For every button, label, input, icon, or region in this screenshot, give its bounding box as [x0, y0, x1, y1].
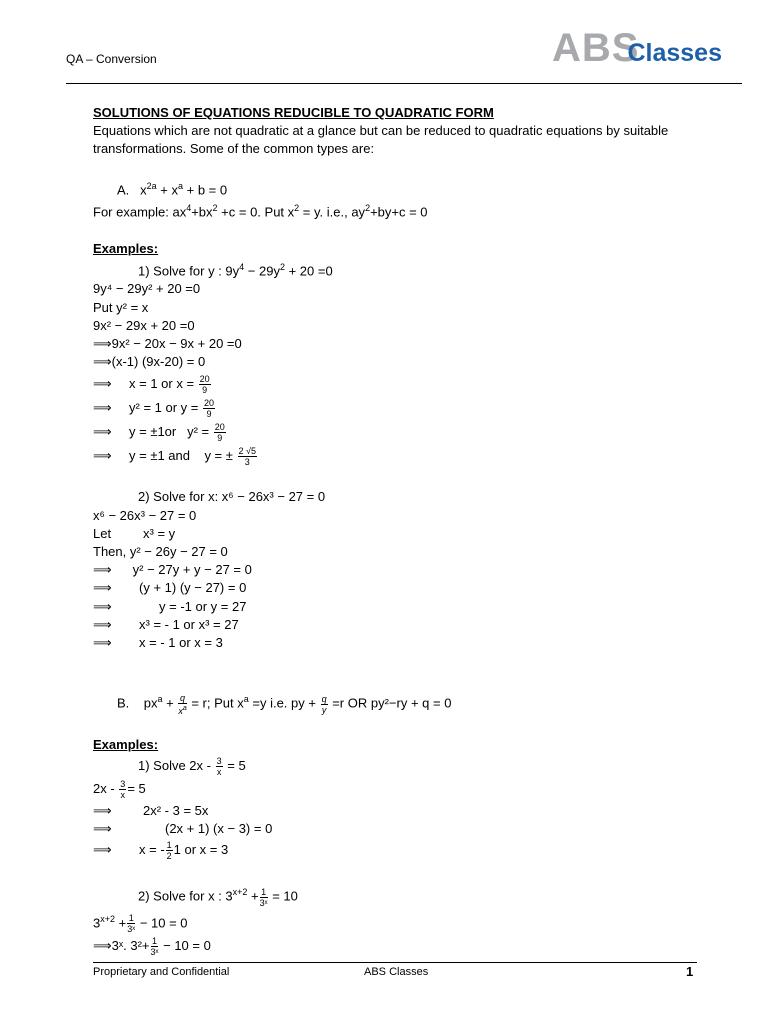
example2-line: x⁶ − 26x³ − 27 = 0: [93, 507, 197, 523]
example1-line: ⟹ y² = 1 or y = $\frac{20}{9}$: [93, 398, 215, 420]
doc-title: SOLUTIONS OF EQUATIONS REDUCIBLE TO QUADRATIC FORM: [93, 105, 494, 120]
type-b-equation: B. $px^a$ + $\frac{q}{x^a}$ = r; Put $x^a =y$ i.e. py + $\frac{q}{y}$ =r OR py²−ry + q = 0: [117, 692, 452, 716]
logo-sub: Classes: [627, 39, 722, 67]
example3-line: ⟹ 2x² - 3 = 5x: [93, 802, 209, 818]
example2-line: Let x³ = y: [93, 525, 176, 541]
example2-line: ⟹ y = -1 or y = 27: [93, 598, 247, 614]
example1-line: ⟹(x-1) (9x-20) = 0: [93, 354, 206, 370]
example2-line: ⟹ x = - 1 or x = 3: [93, 635, 223, 651]
example1-line: ⟹9x² − 20x − 9x + 20 =0: [93, 336, 242, 352]
example1-line: Put y² = x: [93, 299, 149, 315]
type-a-equation: A. $x^{2a} + x^a + b = 0$: [117, 180, 228, 197]
header-section-title: QA – Conversion: [66, 52, 157, 66]
logo-main: ABS: [552, 26, 640, 70]
example4-statement: 2) Solve for x : $3^{x+2}$ + $\frac{1}{\text{3ˣ}}$ = 10: [138, 886, 298, 908]
footer-company: ABS Classes: [364, 966, 429, 978]
example3-line: ⟹ (2x + 1) (x − 3) = 0: [93, 821, 273, 837]
example2-line: ⟹ x³ = - 1 or x³ = 27: [93, 616, 239, 632]
footer-rule: [93, 962, 697, 963]
header-rule: [66, 83, 742, 84]
examples-heading: Examples:: [93, 240, 159, 256]
example3-statement: 1) Solve 2x - $\frac{3}{x}$ = 5: [138, 755, 246, 777]
example1-line: 9y⁴ − 29y² + 20 =0: [93, 281, 201, 297]
example4-line: $3^{x+2}$ + $\frac{1}{\text{3ˣ}}$ − 10 = 0: [93, 913, 188, 935]
document-body: [93, 104, 693, 959]
example1-statement: 1) Solve for y : $9y^4 - 29y^2 + 20 =0$: [138, 261, 333, 279]
examples-heading: Examples:: [93, 736, 159, 752]
example2-line: ⟹ (y + 1) (y − 27) = 0: [93, 580, 247, 596]
example2-line: Then, y² − 26y − 27 = 0: [93, 544, 228, 560]
example2-line: ⟹ y² − 27y + y − 27 = 0: [93, 562, 252, 578]
page-number: 1: [686, 964, 694, 979]
example1-line: ⟹ y = ±1or y² = $\frac{20}{9}$: [93, 422, 225, 444]
abs-classes-logo: [552, 26, 734, 70]
example1-line: 9x² − 29x + 20 =0: [93, 317, 195, 333]
doc-intro: Equations which are not quadratic at a glance but can be reduced to quadratic equations by suitable transformations. Some of the common types are:: [93, 123, 669, 157]
footer-confidential: Proprietary and Confidential: [93, 966, 230, 978]
type-a-example: For example: $ax^4+bx^2 +c = 0$. Put $x^2 = y$. i.e., $ay^2+by+c = 0$: [93, 203, 428, 220]
example3-line: 2x - $\frac{3}{x}$ = 5: [93, 778, 146, 800]
example4-line: ⟹3ˣ. 3²+ $\frac{1}{\text{3ˣ}}$ − 10 = 0: [93, 936, 211, 958]
example1-line: ⟹ x = 1 or x = $\frac{20}{9}$: [93, 374, 210, 396]
example2-statement: 2) Solve for x: x⁶ − 26x³ − 27 = 0: [138, 489, 326, 505]
example3-line: ⟹ x = - $\frac{1}{2}$ 1 or x = 3: [93, 840, 229, 862]
example1-line: ⟹ y = ±1 and y = ± $\frac{2 √5}{3}$: [93, 446, 256, 468]
